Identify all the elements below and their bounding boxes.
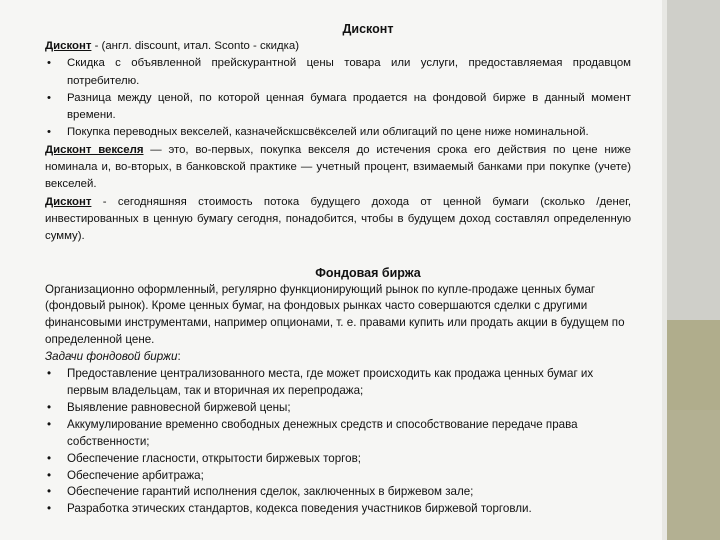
term-discount: Дисконт xyxy=(45,40,92,52)
definition-text: — это, во-первых, покупка векселя до истечения срока его действия по цене ниже номинала и, во-вторых, в банковской практике — учетный процент, взимаемый банками при покупке (учете) векселей. xyxy=(45,143,632,191)
list-item: • Разница между ценой, по которой ценная бумага продается на фондовой бирже в данный момент времени. xyxy=(45,90,631,125)
definition-text: - сегодняшняя стоимость потока будущего дохода от ценной бумаги (сколько /денег, инвестированных в ценную бумагу сегодня, понадобится, чтобы в будущем доход составлял определенную сумму). xyxy=(45,195,631,243)
term-discount: Дисконт xyxy=(45,195,92,208)
list-item: • Выявление равновесной биржевой цены; xyxy=(45,400,631,417)
side-bar-middle xyxy=(667,320,720,410)
list-item: • Разработка этических стандартов, кодекса поведения участников биржевой торговли. xyxy=(45,501,631,518)
side-bar-bottom xyxy=(667,410,720,540)
list-item: • Аккумулирование временно свободных денежных средств и способствование передаче права собственности; xyxy=(45,417,631,451)
discount-definition-3 xyxy=(45,194,631,246)
list-item: • Обеспечение арбитража; xyxy=(45,468,631,485)
exchange-tasks xyxy=(45,366,631,518)
exchange-title: Фондовая биржа xyxy=(315,265,421,280)
discount-definition-2 xyxy=(45,142,631,194)
tasks-colon: : xyxy=(177,350,181,364)
list-item: • Обеспечение гласности, открытости биржевых торгов; xyxy=(45,451,631,468)
exchange-tasks-heading xyxy=(45,349,631,366)
list-item: • Обеспечение гарантий исполнения сделок, заключенных в биржевом зале; xyxy=(45,484,631,501)
exchange-intro: Организационно оформленный, регулярно функционирующий рынок по купле-продаже ценных бумаг (фондовый рынок). Кроме ценных бумаг, на фондовых рынках часто совершаются сделки с другими финансовыми инструментами, например опционами, т. е. правами купить или продать акции в будущем по определенной цене. xyxy=(45,282,625,347)
discount-bullets xyxy=(45,55,631,141)
exchange-section xyxy=(45,265,631,519)
list-item: • Предоставление централизованного места, где может происходить как продажа ценных бумаг их первым владельцам, так и вторичная их перепродажа; xyxy=(45,366,631,400)
slide-content xyxy=(45,0,631,518)
term-bill-discount: Дисконт векселя xyxy=(45,143,144,156)
list-item: • Скидка с объявленной прейскурантной цены товара или услуги, предоставляемая продавцом потребителю. xyxy=(45,55,631,90)
discount-title: Дисконт xyxy=(342,22,394,36)
tasks-label: Задачи фондовой биржи xyxy=(45,350,178,364)
side-bar-top xyxy=(667,0,720,320)
definition-text: - (англ. discount, итал. Sconto - скидка) xyxy=(91,40,299,52)
discount-definition-1 xyxy=(45,38,631,55)
list-item: • Покупка переводных векселей, казначейскшсвёкселей или облигаций по цене ниже номинальной. xyxy=(45,124,631,141)
